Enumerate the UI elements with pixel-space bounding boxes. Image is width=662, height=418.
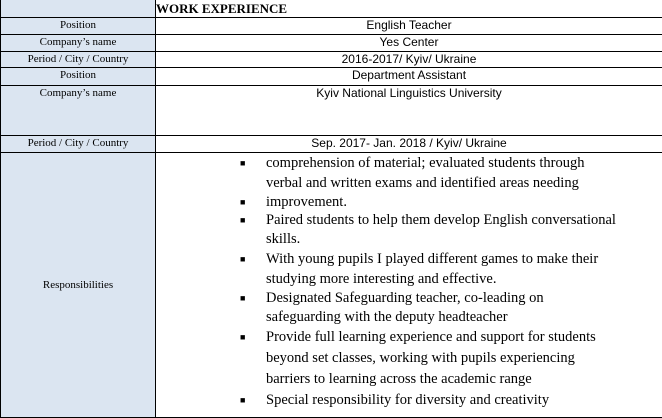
list-item	[156, 211, 656, 249]
list-item-line: barriers to learning across the academic range	[266, 369, 656, 390]
list-item-line: Special responsibility for diversity and creativity	[266, 390, 656, 410]
section-header-label-cell	[1, 0, 156, 18]
bullet-icon: ■	[240, 249, 245, 269]
section-header-row	[1, 0, 662, 18]
responsibilities-cell	[156, 153, 662, 418]
list-item-line: beyond set classes, working with pupils experiencing	[266, 348, 656, 369]
bullet-icon: ■	[240, 289, 245, 308]
section-title: WORK EXPERIENCE	[156, 0, 662, 18]
list-item-line: With young pupils I played different games to make their	[266, 249, 656, 269]
row-value: Kyiv National Linguistics University	[156, 86, 662, 136]
list-item-line: verbal and written exams and identified areas needing	[266, 173, 656, 193]
row-value: 2016-2017/ Kyiv/ Ukraine	[156, 52, 662, 68]
responsibilities-label: Responsibilities	[1, 153, 156, 418]
row-label: Position	[1, 68, 156, 86]
list-item	[156, 153, 656, 193]
responsibilities-row	[1, 153, 662, 418]
bullet-icon: ■	[240, 211, 245, 230]
list-item-line: studying more interesting and effective.	[266, 269, 656, 289]
table-row	[1, 68, 662, 86]
row-label: Period / City / Country	[1, 136, 156, 153]
list-item-line: improvement.	[266, 193, 656, 211]
bullet-icon: ■	[240, 327, 245, 348]
list-item	[156, 193, 656, 211]
table-row	[1, 136, 662, 153]
bullet-icon: ■	[240, 390, 245, 410]
row-label: Period / City / Country	[1, 52, 156, 68]
row-value: Department Assistant	[156, 68, 662, 86]
table-row	[1, 35, 662, 52]
list-item-line: Designated Safeguarding teacher, co-leading on	[266, 289, 656, 308]
table-row	[1, 18, 662, 35]
list-item	[156, 249, 656, 289]
list-item-line: Paired students to help them develop English conversational	[266, 211, 656, 230]
list-item-line: safeguarding with the deputy headteacher	[266, 308, 656, 327]
list-item-line: comprehension of material; evaluated students through	[266, 153, 656, 173]
list-item	[156, 390, 656, 410]
row-label: Company’s name	[1, 86, 156, 136]
row-value: English Teacher	[156, 18, 662, 35]
table-row	[1, 52, 662, 68]
table-row	[1, 86, 662, 136]
list-item	[156, 327, 656, 390]
list-item	[156, 289, 656, 327]
row-value: Yes Center	[156, 35, 662, 52]
responsibilities-list	[156, 153, 662, 410]
list-item-line: Provide full learning experience and support for students	[266, 327, 656, 348]
bullet-icon: ■	[240, 193, 245, 211]
row-label: Company’s name	[1, 35, 156, 52]
row-label: Position	[1, 18, 156, 35]
list-item-line: skills.	[266, 230, 656, 249]
row-value: Sep. 2017- Jan. 2018 / Kyiv/ Ukraine	[156, 136, 662, 153]
bullet-icon: ■	[240, 153, 245, 173]
